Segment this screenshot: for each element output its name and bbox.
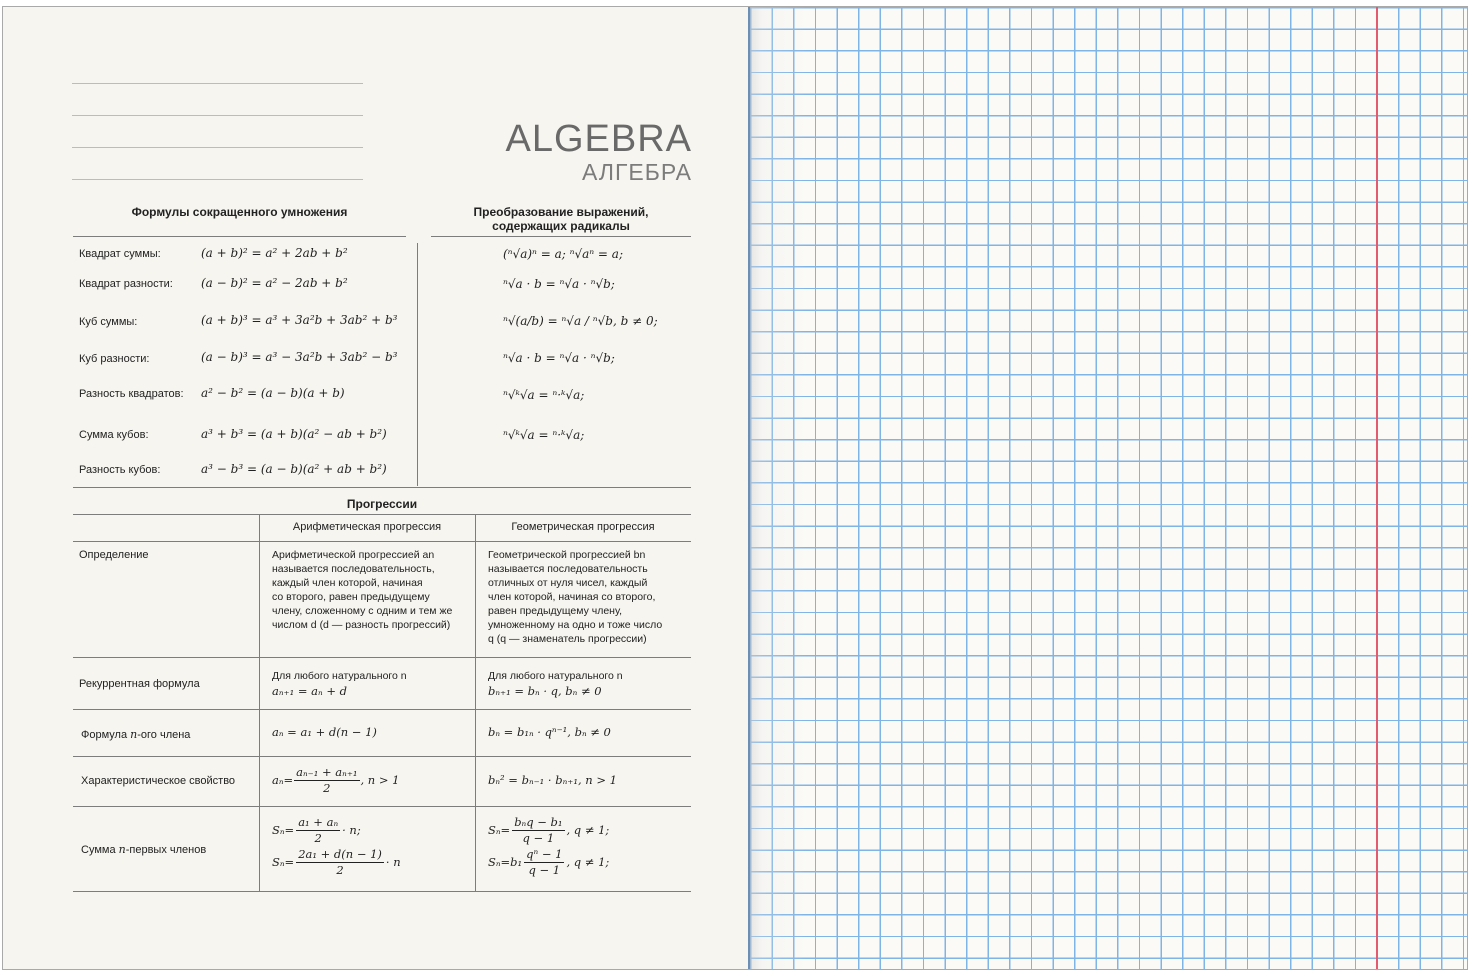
text-line: Геометрической прогрессией bn xyxy=(488,549,646,561)
name-line[interactable] xyxy=(72,179,363,180)
geom-characteristic-formula: bₙ² = bₙ₋₁ · bₙ₊₁, n > 1 xyxy=(488,773,617,787)
row-label-nth xyxy=(81,728,190,741)
text-line: каждый член которой, начиная xyxy=(272,577,423,589)
table-rule xyxy=(73,709,691,710)
formula: (a + b)³ = a³ + 3a²b + 3ab² + b³ xyxy=(201,313,398,327)
formula: a³ − b³ = (a − b)(a² + ab + b²) xyxy=(201,462,387,476)
formula-part: , q ≠ 1; xyxy=(566,855,610,869)
text-line: называется последовательность, xyxy=(272,563,435,575)
label-part: n xyxy=(118,843,126,856)
denominator: q − 1 xyxy=(528,863,561,877)
column-divider xyxy=(417,243,418,486)
text-line: отличных от нуля чисел, каждый xyxy=(488,577,648,589)
geom-definition xyxy=(488,548,688,646)
text-line: со второго, равен предыдущему xyxy=(272,591,430,603)
fraction xyxy=(296,815,340,846)
formula-label: Квадрат разности: xyxy=(79,278,173,290)
numerator: a₁ + aₙ xyxy=(298,815,339,829)
geom-sum-formula-1 xyxy=(488,815,609,846)
formula-part: , n > 1 xyxy=(360,773,400,787)
formula-part: Sₙ= xyxy=(272,823,295,837)
formula-label: Куб разности: xyxy=(79,353,150,365)
notebook-spread xyxy=(2,6,1468,970)
label-part: -ого члена xyxy=(137,729,191,741)
formula-part: , q ≠ 1; xyxy=(566,823,610,837)
arith-definition xyxy=(272,548,472,632)
geom-sum-formula-2 xyxy=(488,847,609,878)
fraction xyxy=(524,847,564,878)
radical-formula: ⁿ√ᵏ√a = ⁿ·ᵏ√a; xyxy=(503,428,585,442)
numerator: bₙq − b₁ xyxy=(514,815,563,829)
denominator: 2 xyxy=(314,831,322,845)
formula-label: Куб суммы: xyxy=(79,316,138,328)
label-part: Сумма xyxy=(81,844,119,856)
geom-recurrent-text: Для любого натурального n xyxy=(488,670,623,682)
geom-recurrent-formula: bₙ₊₁ = bₙ · q, bₙ ≠ 0 xyxy=(488,684,602,698)
geom-nth-formula: bₙ = b₁ₙ · qⁿ⁻¹, bₙ ≠ 0 xyxy=(488,725,611,739)
numerator: 2a₁ + d(n − 1) xyxy=(298,847,382,861)
cover-title-en: ALGEBRA xyxy=(505,118,692,160)
text-line: Арифметической прогрессией an xyxy=(272,549,435,561)
table-rule xyxy=(73,657,691,658)
progressions-heading: Прогрессии xyxy=(346,497,418,511)
col-header-geom: Геометрическая прогрессия xyxy=(511,521,655,533)
radicals-heading-line1: Преобразование выражений, xyxy=(473,205,649,219)
denominator: 2 xyxy=(336,863,344,877)
text-line: член которой, начиная со второго, xyxy=(488,591,656,603)
arith-sum-formula-2 xyxy=(272,847,401,878)
formula: a² − b² = (a − b)(a + b) xyxy=(201,386,345,400)
row-label-characteristic: Характеристическое свойство xyxy=(81,775,236,787)
label-part: Формула xyxy=(81,729,131,741)
numerator: aₙ₋₁ + aₙ₊₁ xyxy=(296,765,358,779)
formula: (a − b)³ = a³ − 3a²b + 3ab² − b³ xyxy=(201,350,398,364)
radicals-heading-line2: содержащих радикалы xyxy=(492,219,630,233)
formula-part: · n xyxy=(385,855,401,869)
table-col-rule xyxy=(475,514,476,891)
row-label-definition: Определение xyxy=(79,549,149,561)
divider xyxy=(431,236,691,237)
fraction xyxy=(296,847,384,878)
divider xyxy=(73,487,691,488)
text-line: называется последовательность xyxy=(488,563,648,575)
fraction xyxy=(294,765,359,796)
name-line[interactable] xyxy=(72,115,363,116)
arith-recurrent-formula: aₙ₊₁ = aₙ + d xyxy=(272,684,347,698)
table-col-rule xyxy=(259,514,260,891)
col-header-arith: Арифметическая прогрессия xyxy=(292,521,442,533)
formula-part: Sₙ= xyxy=(488,823,511,837)
formula-part: · n; xyxy=(342,823,361,837)
denominator: q − 1 xyxy=(522,831,555,845)
name-line[interactable] xyxy=(72,83,363,84)
divider xyxy=(73,236,406,237)
radical-formula: (ⁿ√a)ⁿ = a; ⁿ√aⁿ = a; xyxy=(503,247,623,261)
table-rule xyxy=(73,514,691,515)
table-rule xyxy=(73,756,691,757)
formula: (a − b)² = a² − 2ab + b² xyxy=(201,276,348,290)
formula: (a + b)² = a² + 2ab + b² xyxy=(201,246,348,260)
formula-part: Sₙ= xyxy=(272,855,295,869)
table-rule xyxy=(73,806,691,807)
graph-paper-page xyxy=(748,7,1468,969)
radicals-heading xyxy=(431,205,691,233)
text-line: умноженному на одно и тоже число xyxy=(488,619,663,631)
table-rule xyxy=(73,891,691,892)
radical-formula: ⁿ√ᵏ√a = ⁿ·ᵏ√a; xyxy=(503,388,585,402)
spine-edge xyxy=(748,7,750,969)
formula-part: Sₙ=b₁ xyxy=(488,855,523,869)
radical-formula: ⁿ√(a/b) = ⁿ√a / ⁿ√b, b ≠ 0; xyxy=(503,314,658,328)
text-line: числом d (d — разность прогрессий) xyxy=(272,619,451,631)
text-line: члену, сложенному с одним и тем же xyxy=(272,605,453,617)
arith-recurrent-text: Для любого натурального n xyxy=(272,670,407,682)
label-part: -первых членов xyxy=(125,844,207,856)
fraction xyxy=(512,815,564,846)
arith-nth-formula: aₙ = a₁ + d(n − 1) xyxy=(272,725,377,739)
margin-line xyxy=(1376,7,1378,969)
row-label-recurrent: Рекуррентная формула xyxy=(79,678,200,690)
radical-formula: ⁿ√a · b = ⁿ√a · ⁿ√b; xyxy=(503,351,615,365)
text-line: равен предыдущему члену, xyxy=(488,605,623,617)
numerator: qⁿ − 1 xyxy=(526,847,563,861)
arith-characteristic-formula xyxy=(272,765,399,796)
text-line: q (q — знаменатель прогрессии) xyxy=(488,633,647,645)
radical-formula: ⁿ√a · b = ⁿ√a · ⁿ√b; xyxy=(503,277,615,291)
spine-shadow xyxy=(748,7,808,969)
cover-page xyxy=(3,7,748,969)
formula-part: aₙ= xyxy=(272,773,294,787)
formula-label: Сумма кубов: xyxy=(79,429,149,441)
name-line[interactable] xyxy=(72,147,363,148)
formula: a³ + b³ = (a + b)(a² − ab + b²) xyxy=(201,427,387,441)
denominator: 2 xyxy=(323,781,331,795)
table-rule xyxy=(73,541,691,542)
cover-title-ru: АЛГЕБРА xyxy=(582,159,692,185)
short-mult-heading: Формулы сокращенного умножения xyxy=(131,205,348,219)
formula-label: Квадрат суммы: xyxy=(79,248,161,260)
formula-label: Разность кубов: xyxy=(79,464,161,476)
label-part: n xyxy=(130,728,138,741)
row-label-sum xyxy=(81,843,206,856)
arith-sum-formula-1 xyxy=(272,815,361,846)
formula-label: Разность квадратов: xyxy=(79,388,184,400)
